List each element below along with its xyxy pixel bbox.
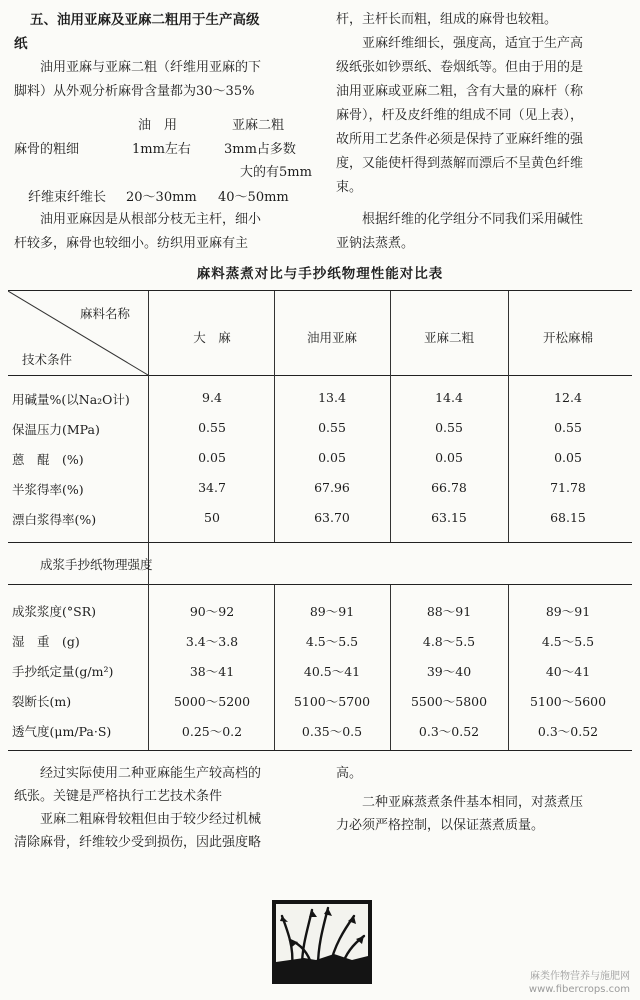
table-col-divider [274, 585, 275, 750]
cooking-row-value: 0.55 [435, 420, 463, 435]
table-rule-mid [8, 542, 632, 543]
cooking-row-value: 34.7 [198, 480, 226, 495]
bottom-left-line: 经过实际使用二种亚麻能生产较高档的 [40, 766, 262, 781]
table-rule-bottom [8, 750, 632, 751]
strength-row-value: 89～91 [309, 604, 355, 619]
cooking-row-label: 漂白浆得率(%) [12, 512, 97, 527]
watermark-url: www.fibercrops.com [528, 984, 630, 995]
strength-row-value: 5000～5200 [173, 694, 251, 709]
col-header-hemp: 大 麻 [193, 330, 231, 345]
table-title: 麻料蒸煮对比与手抄纸物理性能对比表 [196, 266, 444, 282]
strength-row-value: 0.25～0.2 [181, 724, 243, 739]
comparison-block [14, 110, 314, 220]
strength-row-value: 5100～5700 [293, 694, 371, 709]
para-line-2: 杆较多，麻骨也较细小。纺织用亚麻有主 [14, 236, 249, 251]
compare-row2-oil: 20～30mm [126, 190, 197, 205]
cooking-row-value: 0.05 [198, 450, 226, 465]
cooking-row-value: 68.15 [550, 510, 586, 525]
table-col-divider [390, 585, 391, 750]
cooking-row-value: 63.15 [431, 510, 467, 525]
table-col-divider [508, 585, 509, 750]
compare-row1-oil: 1mm左右 [132, 142, 191, 157]
right-line: 亚麻纤维细长，强度高，适宜于生产高 [362, 36, 584, 51]
strength-row-value: 40～41 [545, 664, 591, 679]
right-line: 亚钠法蒸煮。 [336, 236, 415, 251]
compare-row1-label: 麻骨的粗细 [14, 142, 80, 157]
table-rule-header [8, 375, 632, 376]
cooking-row-value: 0.05 [435, 450, 463, 465]
cooking-row-value: 12.4 [554, 390, 582, 405]
table-col-divider [274, 291, 275, 542]
strength-row-label: 手抄纸定量(g/m²) [12, 664, 114, 679]
bottom-left-line: 纸张。关键是严格执行工艺技术条件 [14, 789, 223, 804]
corner-material-label: 麻料名称 [80, 306, 131, 321]
cooking-row-value: 14.4 [435, 390, 463, 405]
strength-row-value: 40.5～41 [303, 664, 361, 679]
right-line: 级纸张如钞票纸、卷烟纸等。但由于用的是 [336, 60, 584, 75]
right-line: 麻骨），杆及皮纤维的组成不同（见上表）， [336, 108, 584, 123]
bottom-right-line: 二种亚麻蒸煮条件基本相同，对蒸煮压 [362, 795, 584, 810]
cooking-row-value: 63.70 [314, 510, 350, 525]
compare-col-flax2: 亚麻二粗 [232, 118, 285, 133]
intro-line-1: 油用亚麻与亚麻二粗（纤维用亚麻的下 [40, 60, 262, 75]
compare-row2-flax2: 40～50mm [218, 190, 289, 205]
watermark [529, 970, 630, 996]
cooking-row-label: 半浆得率(%) [12, 482, 84, 497]
strength-row-value: 5500～5800 [410, 694, 488, 709]
cooking-row-value: 0.55 [554, 420, 582, 435]
strength-row-value: 88～91 [426, 604, 472, 619]
watermark-site-name: 麻类作物营养与施肥网 [530, 971, 630, 982]
right-line: 油用亚麻或亚麻二粗，含有大量的麻杆（称 [336, 84, 584, 99]
section-heading-cont: 纸 [14, 36, 28, 52]
right-line: 故所用工艺条件必须是保持了亚麻纤维的强 [336, 132, 584, 147]
bottom-left-line: 清除麻骨，纤维较少受到损伤，因此强度略 [14, 835, 262, 850]
strength-row-label: 成浆浆度(°SR) [12, 604, 96, 619]
bottom-right-column [336, 762, 632, 837]
strength-row-value: 89～91 [545, 604, 591, 619]
cooking-row-label: 蒽 醌 (%) [12, 452, 84, 467]
col-header-oil-flax: 油用亚麻 [306, 330, 358, 345]
col-header-opened-cotton: 开松麻棉 [542, 330, 594, 345]
table-rule-section [8, 584, 632, 585]
right-line: 束。 [336, 180, 363, 195]
strength-row-label: 湿 重 (g) [12, 634, 80, 649]
compare-row1-flax2-b: 大的有5mm [240, 165, 312, 180]
cooking-row-value: 9.4 [202, 390, 222, 405]
strength-row-value: 0.3～0.52 [537, 724, 599, 739]
cooking-row-value: 66.78 [431, 480, 467, 495]
strength-row-value: 4.5～5.5 [541, 634, 595, 649]
table-col-divider [390, 291, 391, 542]
bottom-right-line: 力必须严格控制，以保证蒸煮质量。 [336, 818, 545, 833]
cooking-row-value: 13.4 [318, 390, 346, 405]
right-column-top [336, 8, 632, 256]
col-header-flax-tow: 亚麻二粗 [423, 330, 475, 345]
plant-ornament-image [272, 900, 372, 984]
bottom-left-line: 亚麻二粗麻骨较粗但由于较少经过机械 [40, 812, 262, 827]
section-heading: 五、油用亚麻及亚麻二粗用于生产高级 [30, 12, 260, 28]
intro-line-2: 脚料）从外观分析麻骨含量都为30～35% [14, 84, 255, 99]
bottom-right-line: 高。 [336, 766, 363, 781]
strength-row-value: 4.5～5.5 [305, 634, 359, 649]
compare-col-oil: 油 用 [138, 118, 178, 133]
right-line: 杆，主杆长而粗，组成的麻骨也较粗。 [336, 12, 558, 27]
cooking-row-value: 50 [204, 510, 220, 525]
strength-row-value: 3.4～3.8 [185, 634, 239, 649]
bottom-left-column [14, 762, 314, 854]
strength-row-value: 5100～5600 [529, 694, 607, 709]
right-line: 度，又能使杆得到蒸解而漂后不呈黄色纤维 [336, 156, 584, 171]
strength-row-label: 裂断长(m) [12, 694, 72, 709]
cooking-row-value: 0.55 [318, 420, 346, 435]
section-label: 成浆手抄纸物理强度 [40, 557, 153, 572]
cooking-row-value: 71.78 [550, 480, 586, 495]
compare-row1-flax2: 3mm占多数 [224, 142, 296, 157]
strength-row-value: 39～40 [426, 664, 472, 679]
cooking-row-label: 保温压力(MPa) [12, 422, 100, 437]
strength-row-value: 38～41 [189, 664, 235, 679]
cooking-row-value: 0.55 [198, 420, 226, 435]
table-col-divider [508, 291, 509, 542]
strength-row-value: 4.8～5.5 [422, 634, 476, 649]
strength-row-label: 透气度(μm/Pa·S) [12, 724, 112, 739]
strength-row-value: 0.35～0.5 [301, 724, 363, 739]
cooking-row-value: 0.05 [318, 450, 346, 465]
cooking-row-value: 0.05 [554, 450, 582, 465]
cooking-row-label: 用碱量%(以Na₂O计) [12, 392, 130, 407]
para-line-1: 油用亚麻因是从根部分枝无主杆，细小 [40, 212, 262, 227]
compare-row2-label: 纤维束纤维长 [28, 190, 107, 205]
strength-row-value: 90～92 [189, 604, 235, 619]
strength-row-value: 0.3～0.52 [418, 724, 480, 739]
left-column-top [14, 8, 314, 104]
corner-condition-label: 技术条件 [22, 352, 73, 367]
cooking-row-value: 67.96 [314, 480, 350, 495]
left-column-para [14, 208, 314, 256]
right-line: 根据纤维的化学组分不同我们采用碱性 [362, 212, 584, 227]
